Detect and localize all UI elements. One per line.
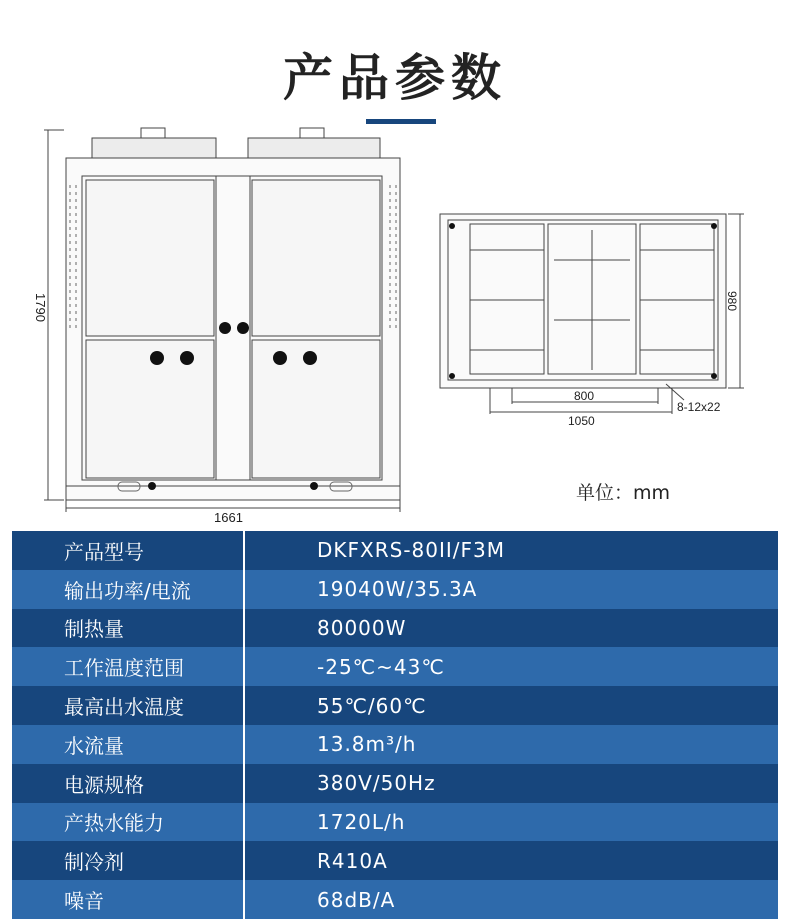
spec-value: 68dB/A [317, 887, 396, 912]
spec-table [12, 531, 778, 919]
spec-row [12, 725, 778, 764]
top-view-drawing [440, 214, 744, 414]
spec-row [12, 803, 778, 842]
bolt-spec-label: 8-12x22 [677, 400, 721, 414]
front-view-drawing [44, 128, 400, 512]
spec-value: DKFXRS-80II/F3M [317, 538, 505, 563]
top-depth-dimension: 980 [725, 290, 740, 312]
spec-value: 13.8m³/h [317, 732, 417, 757]
spec-row [12, 880, 778, 919]
spec-row [12, 609, 778, 648]
spec-value: 1720L/h [317, 809, 406, 834]
spec-row [12, 686, 778, 725]
spec-label: 电源规格 [12, 764, 244, 803]
spec-value: 19040W/35.3A [317, 577, 478, 602]
spec-row [12, 647, 778, 686]
spec-label: 水流量 [12, 725, 244, 764]
spec-label: 产热水能力 [12, 803, 244, 842]
top-outer-width-dimension: 1050 [568, 414, 595, 428]
spec-value: 55℃/60℃ [317, 693, 427, 718]
spec-value: -25℃~43℃ [317, 654, 445, 679]
spec-label: 产品型号 [12, 531, 244, 570]
page-title: 产品参数 [283, 49, 507, 107]
top-inner-width-dimension: 800 [574, 389, 595, 403]
spec-value: R410A [317, 848, 388, 873]
spec-label: 输出功率/电流 [12, 570, 244, 609]
spec-row [12, 841, 778, 880]
spec-label: 噪音 [12, 880, 244, 919]
spec-label: 工作温度范围 [12, 647, 244, 686]
spec-value: 80000W [317, 615, 407, 640]
unit-label: 单位：mm [576, 482, 671, 504]
front-height-dimension: 1790 [32, 293, 48, 322]
spec-row [12, 570, 778, 609]
spec-label: 最高出水温度 [12, 686, 244, 725]
spec-value: 380V/50Hz [317, 771, 436, 796]
front-width-dimension: 1661 [214, 510, 243, 525]
spec-label: 制热量 [12, 609, 244, 648]
spec-row [12, 531, 778, 570]
spec-row [12, 764, 778, 803]
spec-label: 制冷剂 [12, 841, 244, 880]
